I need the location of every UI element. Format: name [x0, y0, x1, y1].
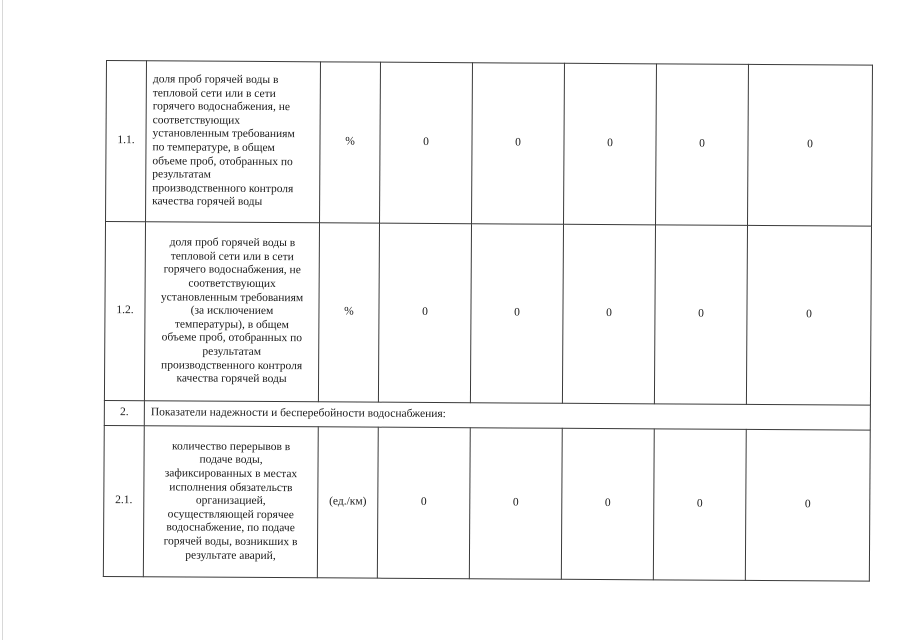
value-cell: 0 [656, 64, 749, 226]
value-cell: 0 [561, 428, 654, 580]
description-line: соответствующих [188, 277, 276, 291]
value-cell: 0 [746, 225, 871, 405]
description-line: установленным требованиям [160, 290, 304, 304]
description-line: качества горячей воды [152, 195, 263, 209]
description-line: доля проб горячей воды в [152, 73, 279, 87]
table-row [106, 61, 873, 227]
document-page [103, 60, 872, 582]
value-cell: 0 [654, 225, 747, 405]
value-cell: 0 [472, 63, 565, 225]
description-line: (за исключением [190, 304, 274, 318]
description-line: организацией, [195, 494, 266, 508]
description-line: соответствующих [152, 114, 241, 127]
description-line: тепловой сети или в сети [170, 250, 294, 263]
description-line: подаче воды, [199, 454, 263, 467]
description-line: результатам [152, 168, 211, 181]
row-number: 2. [104, 400, 144, 425]
table-row [103, 425, 870, 581]
description-line: водоснабжение, по подаче [166, 521, 295, 535]
row-description [143, 426, 318, 578]
row-number: 1.1. [106, 61, 147, 222]
description-line: тепловой сети или в сети [152, 86, 276, 100]
description-line: горячего водоснабжения, не [163, 263, 301, 277]
section-title: Показатели надежности и бесперебойности водоснабжения: [144, 401, 870, 430]
row-description [144, 222, 319, 402]
description-line: результатам [202, 345, 262, 358]
value-cell: 0 [564, 63, 657, 225]
row-unit: (ед./км) [317, 427, 378, 578]
row-number: 1.2. [104, 222, 145, 401]
table-row [104, 222, 871, 406]
row-description [146, 61, 321, 223]
description-line: результате аварий, [185, 549, 276, 562]
value-cell: 0 [470, 224, 563, 404]
value-cell: 0 [562, 224, 655, 404]
row-unit: % [318, 223, 379, 402]
value-cell: 0 [377, 427, 470, 579]
row-number: 2.1. [103, 425, 144, 576]
description-line: производственного контроля [152, 182, 294, 195]
value-cell: 0 [745, 429, 870, 581]
row-unit: % [320, 62, 381, 223]
description-line: количество перерывов в [171, 440, 291, 453]
description-line: горячей воды, возникших в [163, 535, 298, 549]
description-line: по температуре, в общем [152, 141, 275, 155]
value-cell: 0 [748, 64, 873, 226]
description-line: горячего водоснабжения, не [152, 100, 291, 114]
value-cell: 0 [378, 223, 471, 403]
value-cell: 0 [469, 428, 562, 580]
value-cell: 0 [653, 429, 746, 581]
description-line: объеме проб, отобранных по [161, 331, 303, 345]
value-cell: 0 [380, 62, 473, 224]
indicators-table [103, 60, 873, 582]
description-line: зафиксированных в местах [164, 467, 298, 481]
description-line: объеме проб, отобранных по [152, 154, 293, 168]
page-edge-line [2, 0, 3, 640]
description-line: установленным требованиям [152, 127, 295, 141]
description-line: осуществляющей горячее [167, 508, 294, 521]
description-line: качества горячей воды [176, 372, 287, 386]
description-line: производственного контроля [161, 358, 303, 372]
description-line: доля проб горячей воды в [169, 236, 296, 250]
description-line: температуры), в общем [174, 318, 289, 331]
description-line: исполнения обязательств [169, 481, 293, 494]
